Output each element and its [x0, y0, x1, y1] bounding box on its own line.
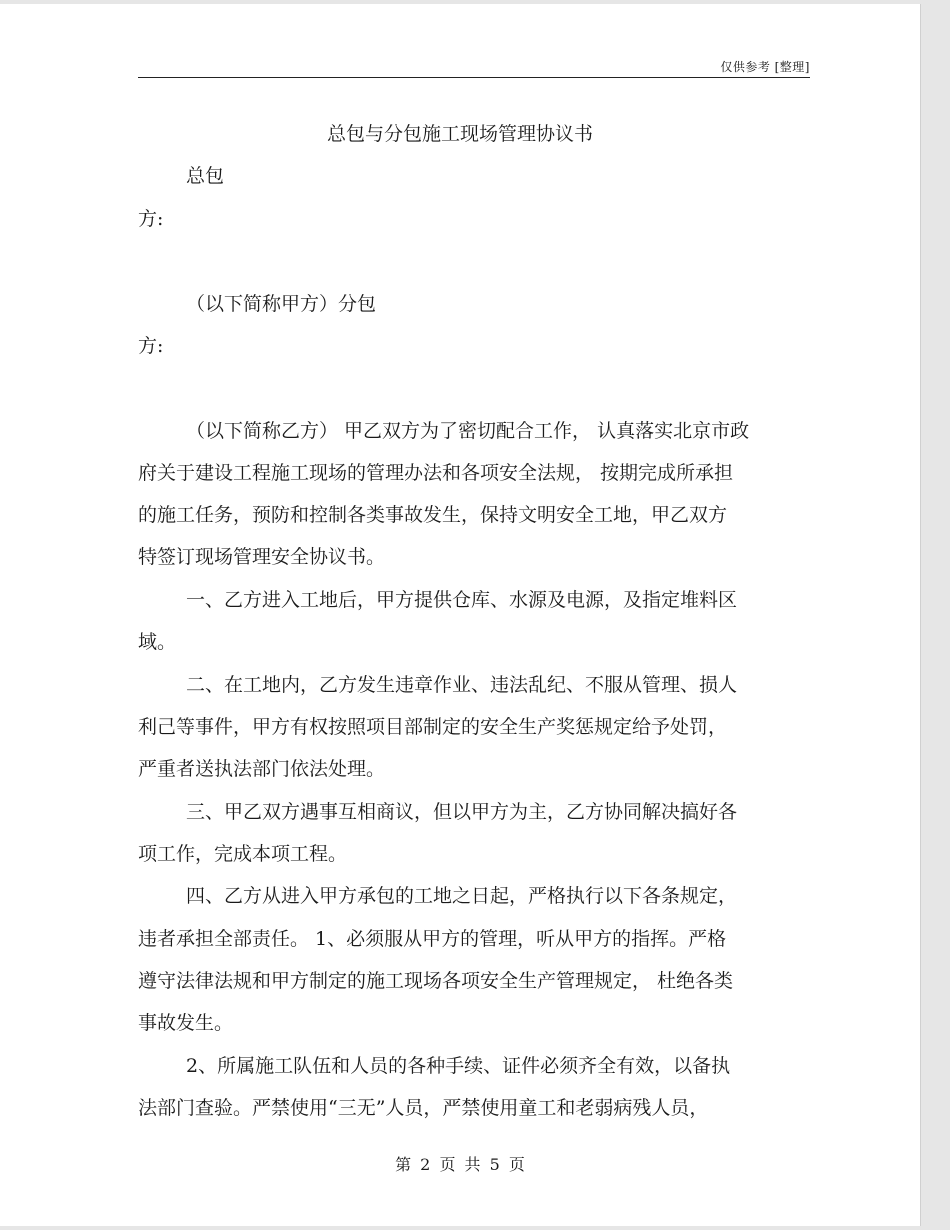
header-rule [138, 77, 810, 78]
text-line: 二、在工地内，乙方发生违章作业、违法乱纪、不服从管理、损人 [186, 674, 738, 696]
text-line: 2、所属施工队伍和人员的各种手续、证件必须齐全有效，以备执 [186, 1055, 731, 1077]
text-line: 项工作，完成本项工程。 [138, 843, 348, 865]
document-title: 总包与分包施工现场管理协议书 [326, 123, 593, 145]
text-line: 府关于建设工程施工现场的管理办法和各项安全法规， 按期完成所承担 [138, 462, 734, 484]
text-line: 利己等事件，甲方有权按照项目部制定的安全生产奖惩规定给予处罚， [138, 716, 728, 738]
text-line: 遵守法律法规和甲方制定的施工现场各项安全生产管理规定， 杜绝各类 [138, 970, 734, 992]
text-line: 方: [138, 335, 164, 357]
text-line: 域。 [138, 631, 177, 653]
header-note: 仅供参考 [整理] [720, 60, 810, 74]
text-line: 法部门查验。严禁使用“三无”人员，严禁使用童工和老弱病残人员， [138, 1097, 709, 1119]
text-line: 方: [138, 208, 164, 230]
document-page [0, 4, 921, 1226]
text-line: 四、乙方从进入甲方承包的工地之日起，严格执行以下各条规定， [186, 885, 738, 907]
text-line: （以下简称甲方）分包 [186, 293, 377, 315]
page-number: 第 2 页 共 5 页 [395, 1155, 525, 1174]
text-line: 事故发生。 [138, 1012, 234, 1034]
text-line: 的施工任务，预防和控制各类事故发生，保持文明安全工地，甲乙双方 [138, 504, 728, 526]
text-line: （以下简称乙方） 甲乙双方为了密切配合工作， 认真落实北京市政 [186, 420, 750, 442]
text-line: 特签订现场管理安全协议书。 [138, 546, 386, 568]
text-line: 总包 [186, 165, 225, 187]
text-line: 一、乙方进入工地后，甲方提供仓库、水源及电源，及指定堆料区 [186, 589, 738, 611]
text-line: 违者承担全部责任。 1、必须服从甲方的管理，听从甲方的指挥。严格 [138, 928, 727, 950]
text-line: 严重者送执法部门依法处理。 [138, 758, 386, 780]
text-line: 三、甲乙双方遇事互相商议，但以甲方为主，乙方协同解决搞好各 [186, 801, 738, 823]
